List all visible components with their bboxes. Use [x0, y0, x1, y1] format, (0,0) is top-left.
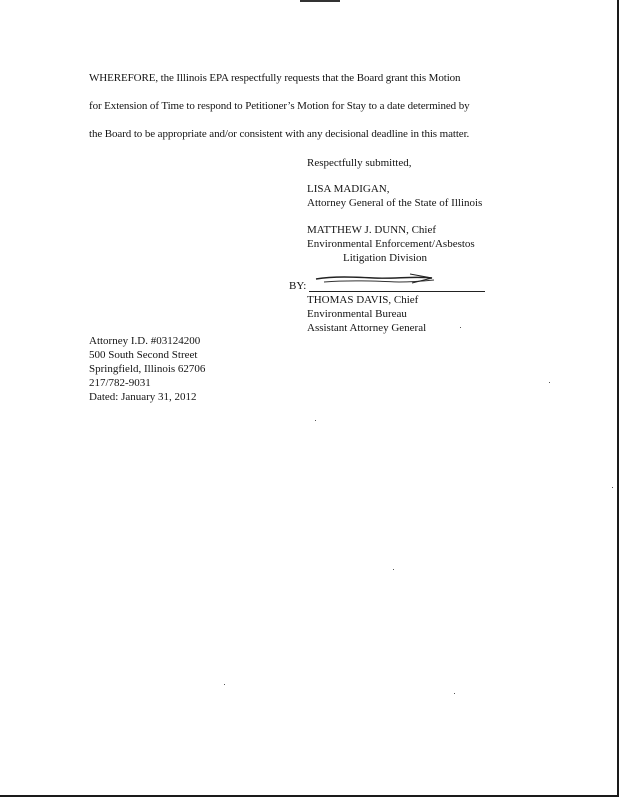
phone-number: 217/782-9031 — [89, 377, 151, 389]
paragraph-line-3: the Board to be appropriate and/or consistent with any decisional deadline in this matter. — [89, 128, 470, 140]
scan-speck — [549, 382, 550, 383]
by-label: BY: — [289, 280, 307, 292]
date-line: Dated: January 31, 2012 — [89, 391, 197, 403]
city-address: Springfield, Illinois 62706 — [89, 363, 206, 375]
signer-bureau: Environmental Bureau — [307, 308, 407, 320]
scan-speck — [454, 693, 455, 694]
street-address: 500 South Second Street — [89, 349, 198, 361]
attorney-general-name: LISA MADIGAN, — [307, 183, 390, 195]
signature-scribble — [314, 270, 436, 288]
attorney-general-title: Attorney General of the State of Illinois — [307, 197, 483, 209]
respectfully-submitted: Respectfully submitted, — [307, 157, 412, 169]
paragraph-line-1: WHEREFORE, the Illinois EPA respectfully requests that the Board grant this Motion — [89, 72, 461, 84]
scan-speck — [393, 569, 394, 570]
chief-division-line2: Litigation Division — [343, 252, 428, 264]
scan-speck — [460, 327, 461, 328]
paragraph-line-2: for Extension of Time to respond to Petitioner’s Motion for Stay to a date determined by — [89, 100, 470, 112]
signer-title: Assistant Attorney General — [307, 322, 427, 334]
chief-name: MATTHEW J. DUNN, Chief — [307, 224, 437, 236]
signature-line — [309, 291, 485, 292]
scan-speck — [612, 487, 613, 488]
scan-speck — [224, 684, 225, 685]
scan-speck — [315, 420, 316, 421]
attorney-id: Attorney I.D. #03124200 — [89, 335, 201, 347]
chief-division: Environmental Enforcement/Asbestos — [307, 238, 475, 250]
scan-edge — [0, 0, 621, 2]
signer-name: THOMAS DAVIS, Chief — [307, 294, 419, 306]
